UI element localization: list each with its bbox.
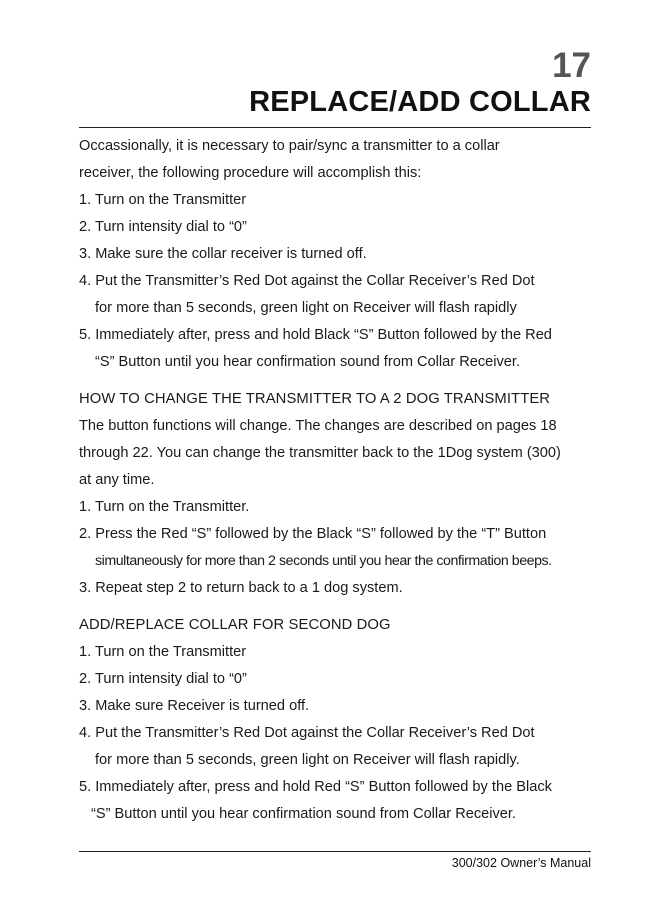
page-number: 17 — [552, 46, 591, 85]
step-item: 2. Turn intensity dial to “0” — [79, 219, 247, 235]
page-body — [79, 133, 594, 828]
step-item: 5. Immediately after, press and hold Red “S” Button followed by the Black — [79, 779, 552, 795]
step-continuation: “S” Button until you hear confirmation sound from Collar Receiver. — [95, 354, 521, 370]
step-item: 3. Make sure the collar receiver is turned off. — [79, 246, 367, 262]
step-item: 4. Put the Transmitter’s Red Dot against the Collar Receiver’s Red Dot — [79, 725, 535, 741]
section-heading: ADD/REPLACE COLLAR FOR SECOND DOG — [79, 617, 391, 633]
footer-text: 300/302 Owner’s Manual — [451, 856, 591, 870]
step-item: 1. Turn on the Transmitter — [79, 644, 247, 660]
step-item: 2. Press the Red “S” followed by the Black “S” followed by the “T” Button — [79, 526, 547, 542]
intro-line: Occassionally, it is necessary to pair/sync a transmitter to a collar — [79, 138, 500, 154]
paragraph-line: The button functions will change. The changes are described on pages 18 — [79, 418, 557, 434]
top-divider — [79, 127, 591, 128]
bottom-divider — [79, 851, 591, 852]
step-continuation: for more than 5 seconds, green light on Receiver will flash rapidly — [95, 300, 517, 316]
step-item: 1. Turn on the Transmitter — [79, 192, 247, 208]
step-continuation: “S” Button until you hear confirmation sound from Collar Receiver. — [91, 806, 517, 822]
step-item: 2. Turn intensity dial to “0” — [79, 671, 247, 687]
intro-line: receiver, the following procedure will accomplish this: — [79, 165, 422, 181]
step-item: 4. Put the Transmitter’s Red Dot against the Collar Receiver’s Red Dot — [79, 273, 535, 289]
paragraph-line: through 22. You can change the transmitter back to the 1Dog system (300) — [79, 445, 561, 461]
page-title: REPLACE/ADD COLLAR — [249, 86, 591, 118]
step-continuation: for more than 5 seconds, green light on Receiver will flash rapidly. — [95, 752, 520, 768]
section-heading: HOW TO CHANGE THE TRANSMITTER TO A 2 DOG TRANSMITTER — [79, 391, 551, 407]
step-item: 5. Immediately after, press and hold Black “S” Button followed by the Red — [79, 327, 552, 343]
step-item: 3. Make sure Receiver is turned off. — [79, 698, 310, 714]
step-continuation: simultaneously for more than 2 seconds until you hear the confirmation beeps. — [95, 553, 552, 569]
step-item: 1. Turn on the Transmitter. — [79, 499, 250, 515]
paragraph-line: at any time. — [79, 472, 155, 488]
step-item: 3. Repeat step 2 to return back to a 1 dog system. — [79, 580, 403, 596]
